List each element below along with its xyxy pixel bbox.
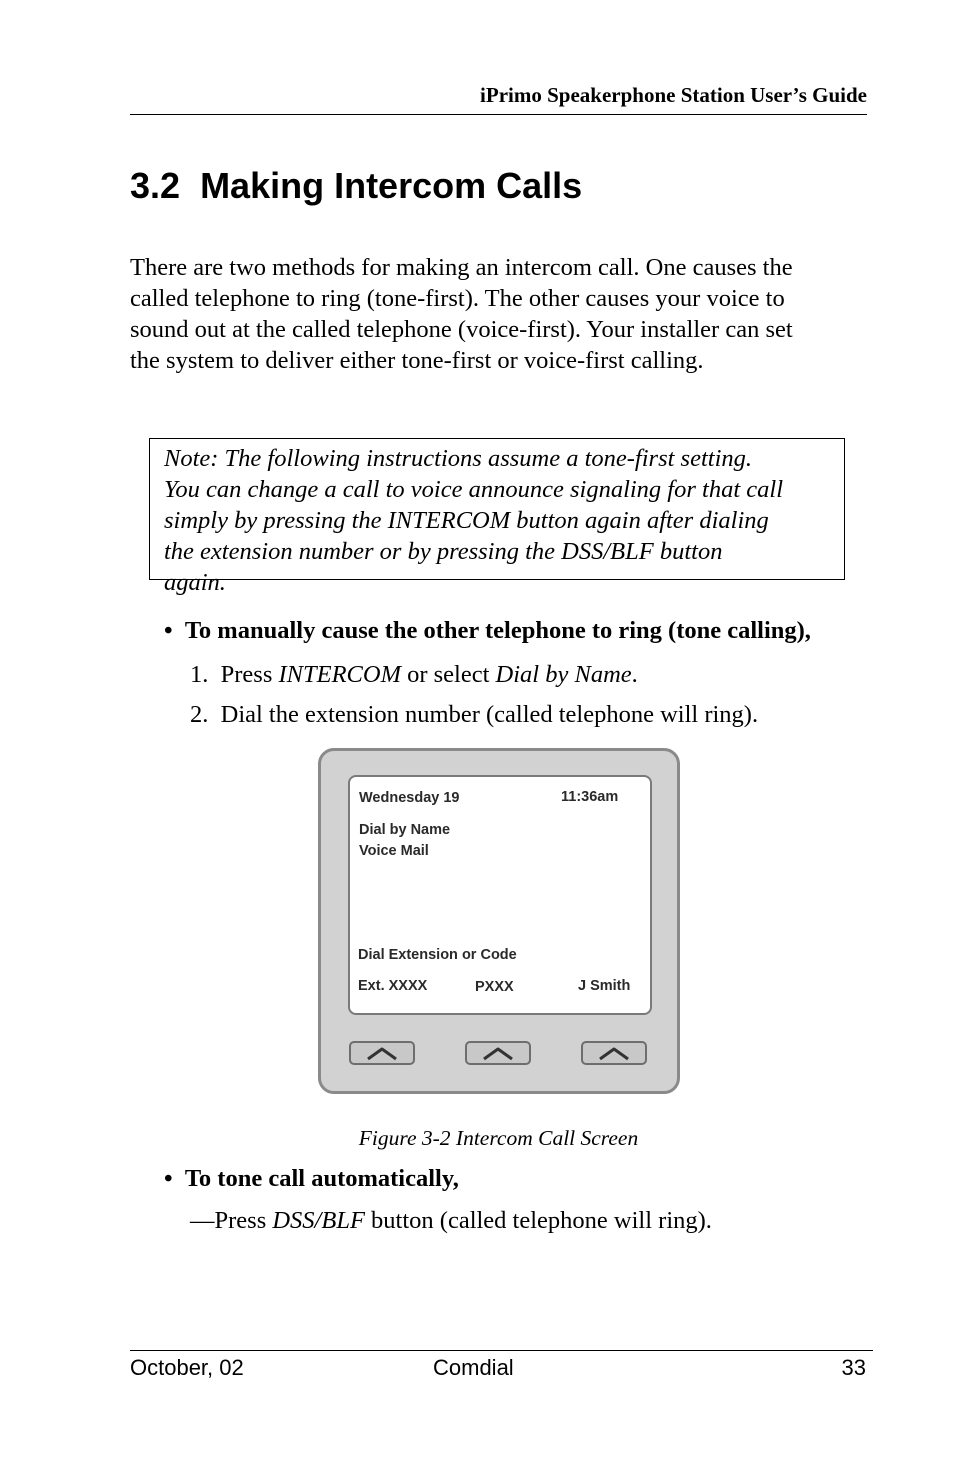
instruction-text: button (called telephone will ring). (364, 1207, 712, 1234)
chevron-up-icon (594, 1046, 634, 1062)
step-text: Press (220, 661, 279, 688)
softkey-right-button[interactable] (581, 1041, 647, 1065)
display-extension: Ext. XXXX (358, 978, 428, 994)
section-number: 3.2 (130, 165, 181, 206)
bullet-text: To manually cause the other telephone to ring (tone calling), (184, 617, 811, 644)
section-title: Making Intercom Calls (200, 165, 583, 206)
display-date: Wednesday 19 (359, 790, 460, 806)
intercom-term: INTERCOM (278, 661, 401, 688)
note-box (149, 438, 845, 596)
bullet-tone-calling: • To manually cause the other telephone to ring (tone calling), (164, 617, 811, 644)
figure-caption: Figure 3-2 Intercom Call Screen (358, 1126, 639, 1150)
chevron-up-icon (362, 1046, 402, 1062)
page-number: 33 (841, 1355, 866, 1380)
step-text: Dial the extension number (called telephone will ring). (220, 701, 759, 728)
display-menu-dial-by-name: Dial by Name (359, 822, 451, 838)
step-number: 1. (190, 661, 209, 688)
note-line: simply by pressing the INTERCOM button again after dialing (164, 507, 769, 534)
chevron-up-icon (478, 1046, 518, 1062)
step-2 (190, 699, 758, 730)
note-line: the extension number or by pressing the DSS/BLF button (164, 538, 723, 565)
intro-line: the system to deliver either tone-first or voice-first calling. (130, 347, 704, 374)
note-line: Note: The following instructions assume a tone-first setting. (164, 445, 752, 472)
intro-line: There are two methods for making an intercom call. One causes the (130, 254, 793, 281)
intro-line: called telephone to ring (tone-first). The other causes your voice to (130, 285, 785, 312)
display-port: PXXX (475, 979, 514, 995)
bullet-text: To tone call automatically, (184, 1165, 459, 1192)
step-text: or select (400, 661, 496, 688)
note-line: You can change a call to voice announce signaling for that call (164, 476, 783, 503)
softkey-left-button[interactable] (349, 1041, 415, 1065)
dial-by-name-term: Dial by Name (495, 661, 632, 688)
running-header: iPrimo Speakerphone Station User’s Guide (130, 82, 867, 115)
intro-line: sound out at the called telephone (voice-first). Your installer can set (130, 316, 793, 343)
footer-rule (130, 1350, 873, 1351)
step-number: 2. (190, 701, 209, 728)
footer-date: October, 02 (130, 1355, 244, 1380)
display-user-name: J Smith (578, 978, 631, 994)
softkey-center-button[interactable] (465, 1041, 531, 1065)
note-line: again. (164, 569, 226, 596)
step-1 (190, 659, 638, 690)
step-text: . (631, 661, 638, 688)
bullet-auto-tone-call: • To tone call automatically, (164, 1165, 459, 1192)
display-menu-voice-mail: Voice Mail (359, 843, 429, 859)
display-prompt: Dial Extension or Code (358, 947, 517, 963)
footer-company: Comdial (433, 1355, 514, 1380)
instruction-text: —Press (190, 1207, 273, 1234)
section-heading (130, 164, 582, 208)
intro-paragraph (130, 252, 860, 376)
auto-call-instruction (190, 1205, 712, 1236)
dss-blf-term: DSS/BLF (272, 1207, 365, 1234)
display-time: 11:36am (561, 789, 619, 805)
